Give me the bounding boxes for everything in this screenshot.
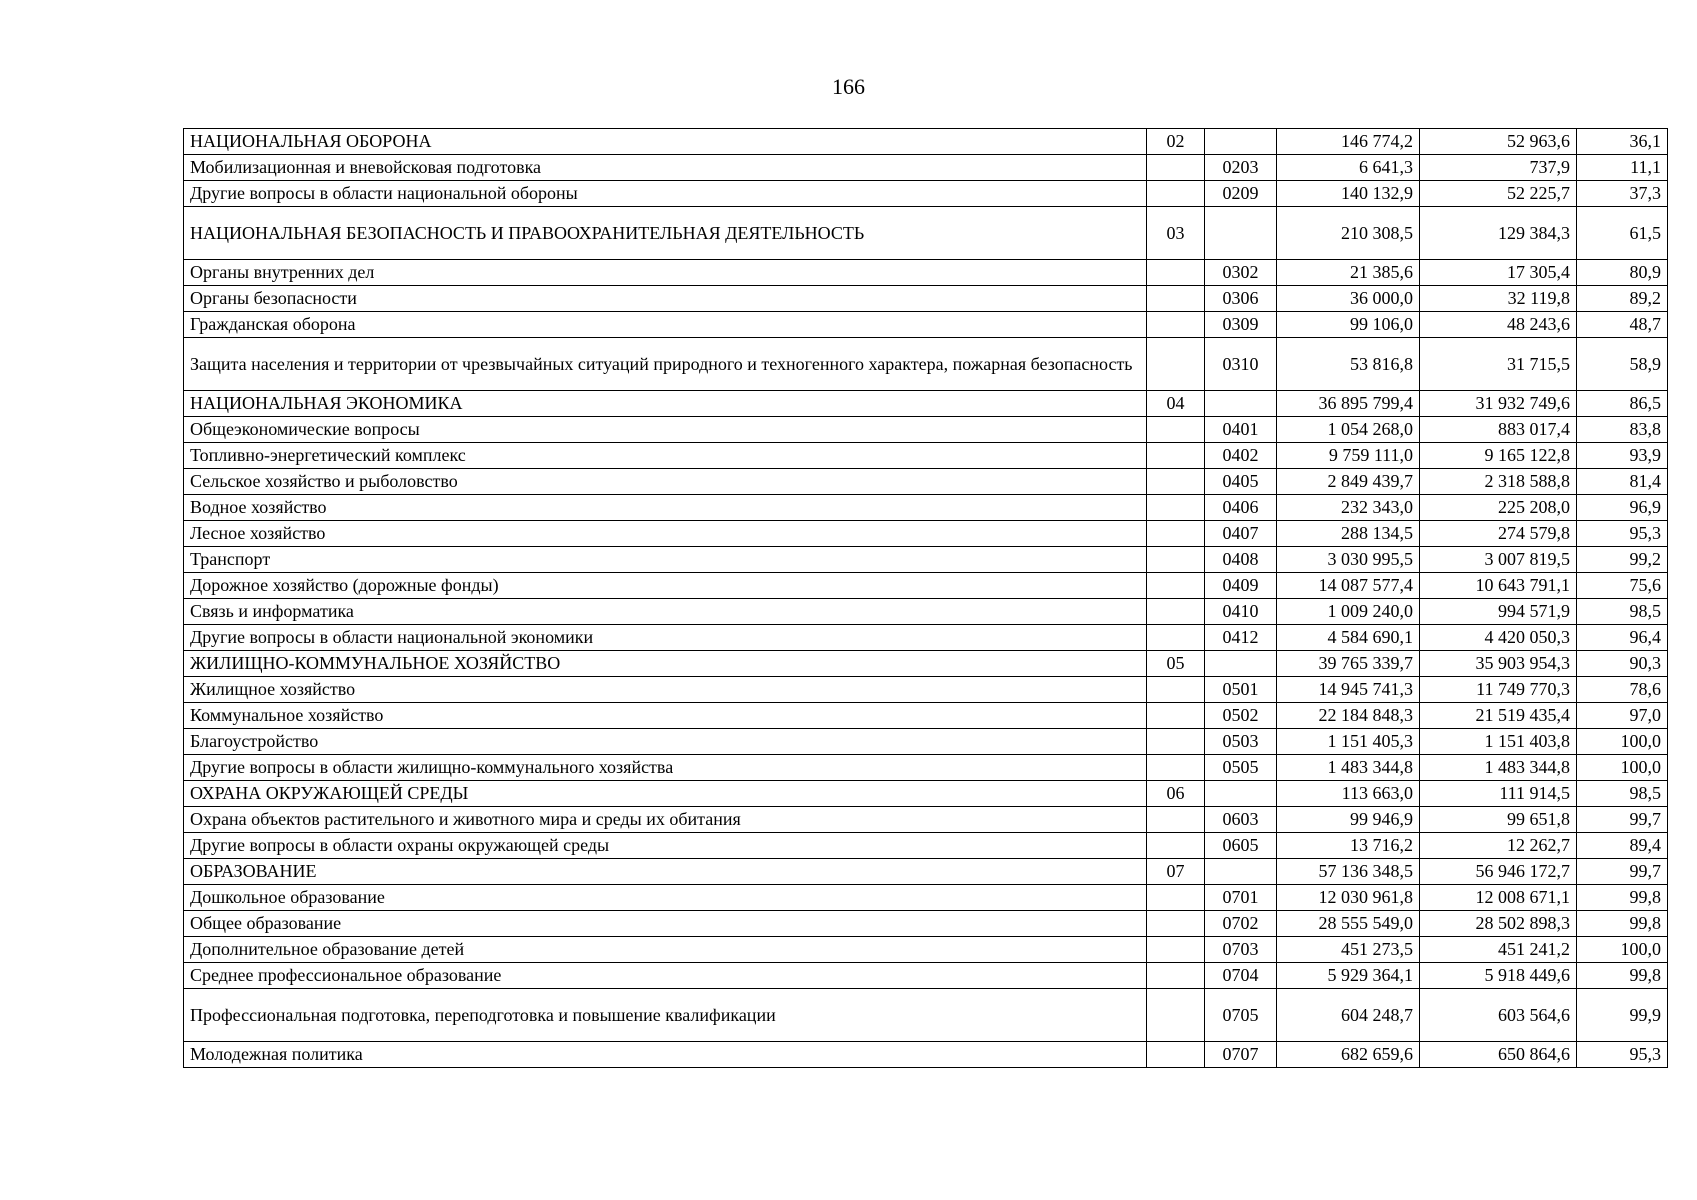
subsection-code-cell: 0406 (1205, 495, 1277, 521)
percent-cell: 99,7 (1577, 859, 1668, 885)
percent-cell: 89,4 (1577, 833, 1668, 859)
subsection-code-cell: 0410 (1205, 599, 1277, 625)
section-code-cell (1147, 963, 1205, 989)
item-name-cell: Среднее профессиональное образование (184, 963, 1147, 989)
section-code-cell (1147, 625, 1205, 651)
section-code-cell (1147, 495, 1205, 521)
actual-amount-cell: 883 017,4 (1420, 417, 1577, 443)
plan-amount-cell: 288 134,5 (1277, 521, 1420, 547)
actual-amount-cell: 11 749 770,3 (1420, 677, 1577, 703)
actual-amount-cell: 32 119,8 (1420, 286, 1577, 312)
subsection-code-cell: 0203 (1205, 155, 1277, 181)
item-name-cell: Органы безопасности (184, 286, 1147, 312)
subsection-code-cell: 0505 (1205, 755, 1277, 781)
item-name-cell: Профессиональная подготовка, переподготовка и повышение квалификации (184, 989, 1147, 1042)
item-name-cell: Другие вопросы в области охраны окружающей среды (184, 833, 1147, 859)
subsection-code-cell: 0502 (1205, 703, 1277, 729)
item-name-cell: ОБРАЗОВАНИЕ (184, 859, 1147, 885)
plan-amount-cell: 113 663,0 (1277, 781, 1420, 807)
actual-amount-cell: 274 579,8 (1420, 521, 1577, 547)
subsection-code-cell: 0408 (1205, 547, 1277, 573)
table-row (184, 573, 1668, 599)
table-row (184, 391, 1668, 417)
percent-cell: 98,5 (1577, 599, 1668, 625)
table-row (184, 703, 1668, 729)
actual-amount-cell: 4 420 050,3 (1420, 625, 1577, 651)
section-code-cell (1147, 729, 1205, 755)
section-code-cell: 02 (1147, 129, 1205, 155)
percent-cell: 96,4 (1577, 625, 1668, 651)
actual-amount-cell: 994 571,9 (1420, 599, 1577, 625)
section-code-cell (1147, 312, 1205, 338)
percent-cell: 90,3 (1577, 651, 1668, 677)
section-code-cell (1147, 755, 1205, 781)
table-row (184, 859, 1668, 885)
percent-cell: 83,8 (1577, 417, 1668, 443)
table-row (184, 338, 1668, 391)
item-name-cell: Общеэкономические вопросы (184, 417, 1147, 443)
subsection-code-cell: 0306 (1205, 286, 1277, 312)
plan-amount-cell: 146 774,2 (1277, 129, 1420, 155)
subsection-code-cell: 0605 (1205, 833, 1277, 859)
actual-amount-cell: 650 864,6 (1420, 1042, 1577, 1068)
section-code-cell (1147, 155, 1205, 181)
item-name-cell: Дорожное хозяйство (дорожные фонды) (184, 573, 1147, 599)
percent-cell: 58,9 (1577, 338, 1668, 391)
percent-cell: 98,5 (1577, 781, 1668, 807)
actual-amount-cell: 35 903 954,3 (1420, 651, 1577, 677)
table-row (184, 469, 1668, 495)
plan-amount-cell: 14 087 577,4 (1277, 573, 1420, 599)
actual-amount-cell: 2 318 588,8 (1420, 469, 1577, 495)
table-row (184, 963, 1668, 989)
percent-cell: 97,0 (1577, 703, 1668, 729)
section-code-cell (1147, 885, 1205, 911)
item-name-cell: Коммунальное хозяйство (184, 703, 1147, 729)
table-row (184, 443, 1668, 469)
plan-amount-cell: 2 849 439,7 (1277, 469, 1420, 495)
percent-cell: 61,5 (1577, 207, 1668, 260)
section-code-cell (1147, 547, 1205, 573)
table-row (184, 129, 1668, 155)
item-name-cell: Гражданская оборона (184, 312, 1147, 338)
plan-amount-cell: 3 030 995,5 (1277, 547, 1420, 573)
percent-cell: 48,7 (1577, 312, 1668, 338)
percent-cell: 80,9 (1577, 260, 1668, 286)
section-code-cell: 04 (1147, 391, 1205, 417)
actual-amount-cell: 31 715,5 (1420, 338, 1577, 391)
subsection-code-cell: 0401 (1205, 417, 1277, 443)
item-name-cell: Органы внутренних дел (184, 260, 1147, 286)
item-name-cell: ЖИЛИЩНО-КОММУНАЛЬНОЕ ХОЗЯЙСТВО (184, 651, 1147, 677)
plan-amount-cell: 604 248,7 (1277, 989, 1420, 1042)
actual-amount-cell: 9 165 122,8 (1420, 443, 1577, 469)
table-row (184, 495, 1668, 521)
item-name-cell: Молодежная политика (184, 1042, 1147, 1068)
subsection-code-cell: 0412 (1205, 625, 1277, 651)
table-row (184, 755, 1668, 781)
section-code-cell (1147, 521, 1205, 547)
table-row (184, 885, 1668, 911)
item-name-cell: Другие вопросы в области национальной экономики (184, 625, 1147, 651)
actual-amount-cell: 52 963,6 (1420, 129, 1577, 155)
plan-amount-cell: 4 584 690,1 (1277, 625, 1420, 651)
section-code-cell (1147, 1042, 1205, 1068)
item-name-cell: Мобилизационная и вневойсковая подготовка (184, 155, 1147, 181)
table-row (184, 651, 1668, 677)
plan-amount-cell: 5 929 364,1 (1277, 963, 1420, 989)
percent-cell: 99,7 (1577, 807, 1668, 833)
actual-amount-cell: 129 384,3 (1420, 207, 1577, 260)
actual-amount-cell: 28 502 898,3 (1420, 911, 1577, 937)
percent-cell: 95,3 (1577, 1042, 1668, 1068)
subsection-code-cell: 0209 (1205, 181, 1277, 207)
section-code-cell (1147, 833, 1205, 859)
actual-amount-cell: 111 914,5 (1420, 781, 1577, 807)
section-code-cell (1147, 260, 1205, 286)
actual-amount-cell: 12 262,7 (1420, 833, 1577, 859)
percent-cell: 95,3 (1577, 521, 1668, 547)
item-name-cell: Охрана объектов растительного и животного мира и среды их обитания (184, 807, 1147, 833)
table-row (184, 312, 1668, 338)
actual-amount-cell: 603 564,6 (1420, 989, 1577, 1042)
item-name-cell: Благоустройство (184, 729, 1147, 755)
subsection-code-cell: 0704 (1205, 963, 1277, 989)
actual-amount-cell: 10 643 791,1 (1420, 573, 1577, 599)
item-name-cell: Дошкольное образование (184, 885, 1147, 911)
plan-amount-cell: 39 765 339,7 (1277, 651, 1420, 677)
plan-amount-cell: 28 555 549,0 (1277, 911, 1420, 937)
table-row (184, 911, 1668, 937)
table-row (184, 781, 1668, 807)
item-name-cell: Защита населения и территории от чрезвычайных ситуаций природного и техногенного характера, пожарная безопасность (184, 338, 1147, 391)
plan-amount-cell: 36 895 799,4 (1277, 391, 1420, 417)
table-row (184, 1042, 1668, 1068)
subsection-code-cell (1205, 129, 1277, 155)
percent-cell: 86,5 (1577, 391, 1668, 417)
section-code-cell (1147, 181, 1205, 207)
plan-amount-cell: 9 759 111,0 (1277, 443, 1420, 469)
percent-cell: 37,3 (1577, 181, 1668, 207)
percent-cell: 81,4 (1577, 469, 1668, 495)
plan-amount-cell: 21 385,6 (1277, 260, 1420, 286)
percent-cell: 11,1 (1577, 155, 1668, 181)
subsection-code-cell: 0407 (1205, 521, 1277, 547)
section-code-cell (1147, 286, 1205, 312)
item-name-cell: Водное хозяйство (184, 495, 1147, 521)
plan-amount-cell: 232 343,0 (1277, 495, 1420, 521)
actual-amount-cell: 52 225,7 (1420, 181, 1577, 207)
plan-amount-cell: 1 151 405,3 (1277, 729, 1420, 755)
subsection-code-cell: 0603 (1205, 807, 1277, 833)
item-name-cell: Топливно-энергетический комплекс (184, 443, 1147, 469)
plan-amount-cell: 682 659,6 (1277, 1042, 1420, 1068)
percent-cell: 100,0 (1577, 755, 1668, 781)
subsection-code-cell: 0501 (1205, 677, 1277, 703)
subsection-code-cell: 0707 (1205, 1042, 1277, 1068)
subsection-code-cell (1205, 651, 1277, 677)
percent-cell: 75,6 (1577, 573, 1668, 599)
item-name-cell: Связь и информатика (184, 599, 1147, 625)
table-row (184, 417, 1668, 443)
table-row (184, 286, 1668, 312)
subsection-code-cell: 0503 (1205, 729, 1277, 755)
actual-amount-cell: 17 305,4 (1420, 260, 1577, 286)
plan-amount-cell: 1 009 240,0 (1277, 599, 1420, 625)
subsection-code-cell: 0701 (1205, 885, 1277, 911)
plan-amount-cell: 14 945 741,3 (1277, 677, 1420, 703)
percent-cell: 36,1 (1577, 129, 1668, 155)
table-row (184, 181, 1668, 207)
plan-amount-cell: 53 816,8 (1277, 338, 1420, 391)
actual-amount-cell: 225 208,0 (1420, 495, 1577, 521)
section-code-cell: 03 (1147, 207, 1205, 260)
item-name-cell: НАЦИОНАЛЬНАЯ БЕЗОПАСНОСТЬ И ПРАВООХРАНИТЕЛЬНАЯ ДЕЯТЕЛЬНОСТЬ (184, 207, 1147, 260)
subsection-code-cell (1205, 859, 1277, 885)
actual-amount-cell: 5 918 449,6 (1420, 963, 1577, 989)
percent-cell: 99,8 (1577, 911, 1668, 937)
section-code-cell: 07 (1147, 859, 1205, 885)
table-row (184, 260, 1668, 286)
item-name-cell: Другие вопросы в области национальной обороны (184, 181, 1147, 207)
section-code-cell (1147, 677, 1205, 703)
budget-table (183, 128, 1668, 1068)
percent-cell: 99,8 (1577, 885, 1668, 911)
item-name-cell: Сельское хозяйство и рыболовство (184, 469, 1147, 495)
subsection-code-cell (1205, 781, 1277, 807)
section-code-cell (1147, 338, 1205, 391)
subsection-code-cell: 0309 (1205, 312, 1277, 338)
table-row (184, 599, 1668, 625)
actual-amount-cell: 12 008 671,1 (1420, 885, 1577, 911)
actual-amount-cell: 1 151 403,8 (1420, 729, 1577, 755)
percent-cell: 78,6 (1577, 677, 1668, 703)
page-number: 166 (832, 74, 865, 99)
item-name-cell: Жилищное хозяйство (184, 677, 1147, 703)
subsection-code-cell: 0703 (1205, 937, 1277, 963)
section-code-cell (1147, 599, 1205, 625)
section-code-cell: 06 (1147, 781, 1205, 807)
percent-cell: 100,0 (1577, 729, 1668, 755)
plan-amount-cell: 6 641,3 (1277, 155, 1420, 181)
subsection-code-cell (1205, 391, 1277, 417)
section-code-cell (1147, 443, 1205, 469)
subsection-code-cell: 0702 (1205, 911, 1277, 937)
plan-amount-cell: 57 136 348,5 (1277, 859, 1420, 885)
item-name-cell: Другие вопросы в области жилищно-коммунального хозяйства (184, 755, 1147, 781)
percent-cell: 99,8 (1577, 963, 1668, 989)
table-row (184, 807, 1668, 833)
plan-amount-cell: 99 946,9 (1277, 807, 1420, 833)
section-code-cell (1147, 469, 1205, 495)
actual-amount-cell: 451 241,2 (1420, 937, 1577, 963)
section-code-cell (1147, 417, 1205, 443)
section-code-cell (1147, 937, 1205, 963)
actual-amount-cell: 21 519 435,4 (1420, 703, 1577, 729)
percent-cell: 100,0 (1577, 937, 1668, 963)
plan-amount-cell: 451 273,5 (1277, 937, 1420, 963)
table-row (184, 625, 1668, 651)
percent-cell: 96,9 (1577, 495, 1668, 521)
actual-amount-cell: 56 946 172,7 (1420, 859, 1577, 885)
subsection-code-cell: 0402 (1205, 443, 1277, 469)
subsection-code-cell: 0409 (1205, 573, 1277, 599)
item-name-cell: Лесное хозяйство (184, 521, 1147, 547)
table-row (184, 729, 1668, 755)
item-name-cell: Дополнительное образование детей (184, 937, 1147, 963)
percent-cell: 99,2 (1577, 547, 1668, 573)
plan-amount-cell: 1 483 344,8 (1277, 755, 1420, 781)
section-code-cell: 05 (1147, 651, 1205, 677)
section-code-cell (1147, 989, 1205, 1042)
plan-amount-cell: 99 106,0 (1277, 312, 1420, 338)
section-code-cell (1147, 807, 1205, 833)
plan-amount-cell: 12 030 961,8 (1277, 885, 1420, 911)
budget-table-body (184, 129, 1668, 1068)
item-name-cell: НАЦИОНАЛЬНАЯ ОБОРОНА (184, 129, 1147, 155)
subsection-code-cell: 0705 (1205, 989, 1277, 1042)
actual-amount-cell: 31 932 749,6 (1420, 391, 1577, 417)
item-name-cell: ОХРАНА ОКРУЖАЮЩЕЙ СРЕДЫ (184, 781, 1147, 807)
table-row (184, 155, 1668, 181)
table-row (184, 833, 1668, 859)
table-row (184, 547, 1668, 573)
plan-amount-cell: 1 054 268,0 (1277, 417, 1420, 443)
plan-amount-cell: 13 716,2 (1277, 833, 1420, 859)
section-code-cell (1147, 703, 1205, 729)
item-name-cell: Транспорт (184, 547, 1147, 573)
actual-amount-cell: 48 243,6 (1420, 312, 1577, 338)
plan-amount-cell: 36 000,0 (1277, 286, 1420, 312)
table-row (184, 989, 1668, 1042)
plan-amount-cell: 22 184 848,3 (1277, 703, 1420, 729)
table-row (184, 207, 1668, 260)
section-code-cell (1147, 573, 1205, 599)
actual-amount-cell: 737,9 (1420, 155, 1577, 181)
item-name-cell: НАЦИОНАЛЬНАЯ ЭКОНОМИКА (184, 391, 1147, 417)
actual-amount-cell: 3 007 819,5 (1420, 547, 1577, 573)
actual-amount-cell: 1 483 344,8 (1420, 755, 1577, 781)
plan-amount-cell: 210 308,5 (1277, 207, 1420, 260)
subsection-code-cell: 0302 (1205, 260, 1277, 286)
plan-amount-cell: 140 132,9 (1277, 181, 1420, 207)
item-name-cell: Общее образование (184, 911, 1147, 937)
table-row (184, 677, 1668, 703)
percent-cell: 93,9 (1577, 443, 1668, 469)
percent-cell: 99,9 (1577, 989, 1668, 1042)
table-row (184, 521, 1668, 547)
table-row (184, 937, 1668, 963)
section-code-cell (1147, 911, 1205, 937)
subsection-code-cell: 0310 (1205, 338, 1277, 391)
actual-amount-cell: 99 651,8 (1420, 807, 1577, 833)
subsection-code-cell (1205, 207, 1277, 260)
subsection-code-cell: 0405 (1205, 469, 1277, 495)
percent-cell: 89,2 (1577, 286, 1668, 312)
